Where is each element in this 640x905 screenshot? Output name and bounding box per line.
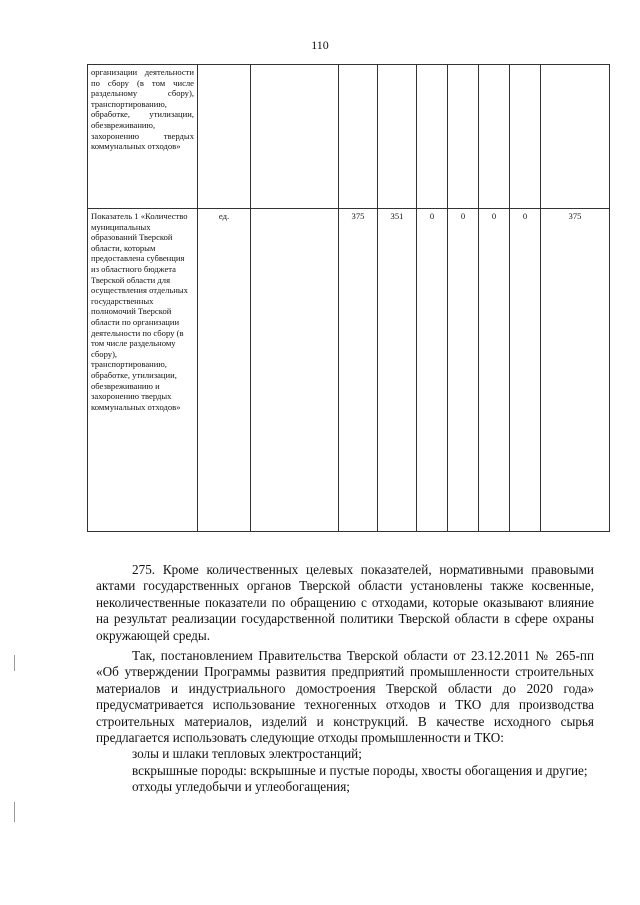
- value-cell: 0: [479, 209, 510, 532]
- value-cell: 0: [510, 209, 541, 532]
- value-cell: [251, 65, 339, 209]
- paragraph: вскрышные породы: вскрышные и пустые породы, хвосты обогащения и другие;: [132, 762, 588, 778]
- indicator-name-cell: Показатель 1 «Количество муниципальных образований Тверской области, которым предоставлена субвенция из областного бюджета Тверской области для осуществления отдельных государственных полномочий Тверской области по организации деятельности по сбору (в том числе раздельному сбору), транспортированию, обработке, утилизации, обезвреживанию и захоронению твердых коммунальных отходов»: [88, 209, 198, 532]
- value-cell: [510, 65, 541, 209]
- value-cell: [479, 65, 510, 209]
- indicator-name-cell: организации деятельности по сбору (в том числе раздельному сбору), транспортированию, обработке, утилизации, обезвреживанию, захоронению твердых коммунальных отходов»: [88, 65, 198, 209]
- scan-edge-mark: [14, 655, 15, 671]
- value-cell: [541, 65, 610, 209]
- value-cell: [251, 209, 339, 532]
- unit-cell: ед.: [198, 209, 251, 532]
- value-cell: 0: [417, 209, 448, 532]
- table-row: [88, 65, 610, 209]
- value-cell: [448, 65, 479, 209]
- body-text: [96, 562, 594, 796]
- page-number: 110: [311, 38, 329, 52]
- value-cell: 0: [448, 209, 479, 532]
- value-cell: [339, 65, 378, 209]
- paragraph: Так, постановлением Правительства Тверской области от 23.12.2011 № 265-пп «Об утверждении Программы развития предприятий промышленности строительных материалов и индустриального домостроения Тверской области до 2020 года» предусматривается использование техногенных отходов и ТКО для производства строительных материалов, изделий и конструкций. В качестве исходного сырья предлагается использовать следующие отходы промышленности и ТКО:: [96, 648, 594, 746]
- value-cell: 375: [339, 209, 378, 532]
- paragraph: отходы угледобычи и углеобогащения;: [132, 779, 350, 795]
- value-cell: 375: [541, 209, 610, 532]
- value-cell: [417, 65, 448, 209]
- value-cell: [378, 65, 417, 209]
- table-row: [88, 209, 610, 532]
- paragraph: золы и шлаки тепловых электростанций;: [132, 746, 362, 762]
- unit-cell: [198, 65, 251, 209]
- scan-edge-mark: [14, 802, 15, 822]
- indicators-table: [87, 64, 610, 532]
- paragraph: 275. Кроме количественных целевых показателей, нормативными правовыми актами государственных органов Тверской области установлены также косвенные, неколичественные показатели по обращению с отходами, которые оказывают влияние на результат реализации государственной политики Тверской области в сфере охраны окружающей среды.: [96, 562, 594, 643]
- value-cell: 351: [378, 209, 417, 532]
